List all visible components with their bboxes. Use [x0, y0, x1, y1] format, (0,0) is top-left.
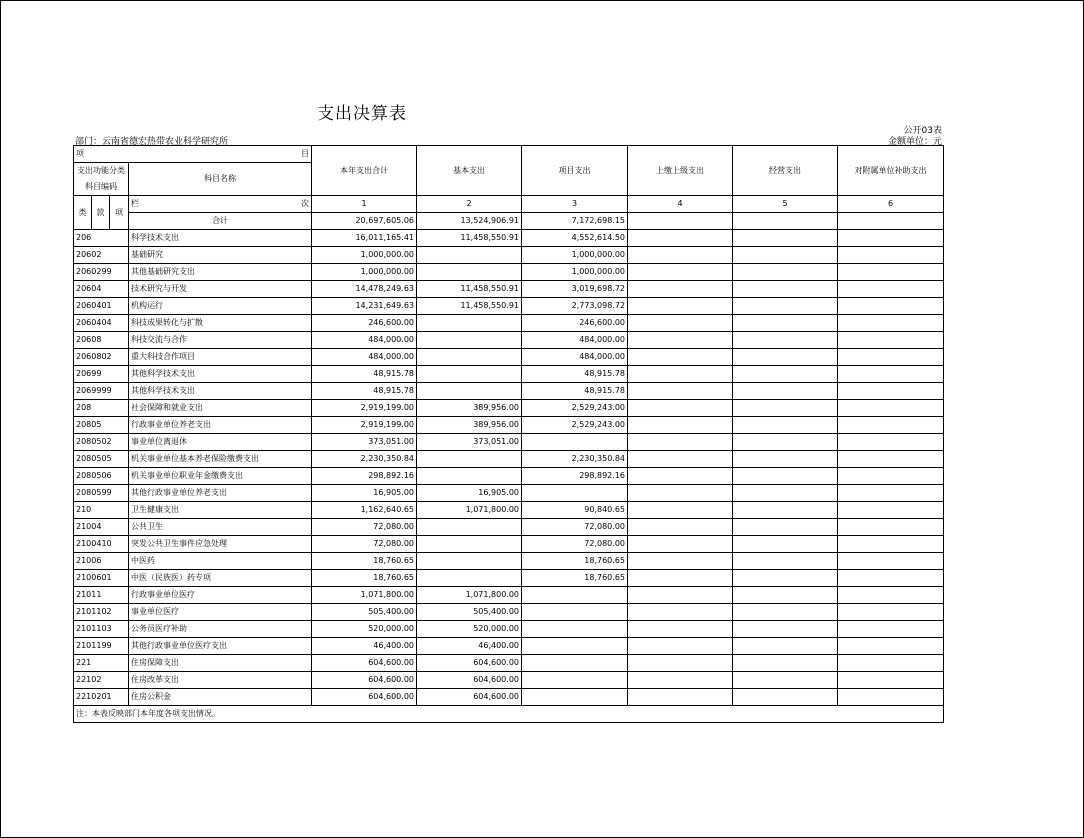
- row-business: [733, 587, 838, 604]
- table-row: [74, 689, 944, 706]
- row-business: [733, 434, 838, 451]
- row-subsidy: [838, 536, 944, 553]
- row-code: 2060404: [74, 315, 129, 332]
- row-code: 2100410: [74, 536, 129, 553]
- col-index-5: 5: [733, 196, 838, 213]
- row-subsidy: [838, 451, 944, 468]
- header-lan: 栏: [131, 199, 139, 208]
- header-name-label: 科目名称: [129, 163, 312, 196]
- row-code: 2060802: [74, 349, 129, 366]
- row-subsidy: [838, 502, 944, 519]
- row-basic: 389,956.00: [417, 400, 522, 417]
- row-subsidy: [838, 553, 944, 570]
- table-row: [74, 247, 944, 264]
- row-total: 1,000,000.00: [312, 264, 417, 281]
- row-code: 208: [74, 400, 129, 417]
- row-subsidy: [838, 672, 944, 689]
- row-basic: 11,458,550.91: [417, 281, 522, 298]
- header-row-index: [74, 196, 944, 213]
- row-subsidy: [838, 587, 944, 604]
- table-row: [74, 281, 944, 298]
- department-label: 部门：云南省德宏热带农业科学研究所: [75, 137, 229, 147]
- row-upper: [628, 519, 733, 536]
- row-project: [522, 689, 628, 706]
- row-project: 18,760.65: [522, 570, 628, 587]
- row-subsidy: [838, 264, 944, 281]
- row-basic: 604,600.00: [417, 689, 522, 706]
- row-basic: 604,600.00: [417, 672, 522, 689]
- row-total: 2,919,199.00: [312, 400, 417, 417]
- row-upper: [628, 655, 733, 672]
- row-basic: [417, 451, 522, 468]
- row-name: 科技成果转化与扩散: [129, 315, 312, 332]
- table-row: [74, 536, 944, 553]
- row-business: [733, 315, 838, 332]
- row-basic: [417, 264, 522, 281]
- row-code: 2060401: [74, 298, 129, 315]
- row-upper: [628, 417, 733, 434]
- row-project: 72,080.00: [522, 536, 628, 553]
- row-total: 2,230,350.84: [312, 451, 417, 468]
- row-basic: [417, 332, 522, 349]
- row-name: 突发公共卫生事件应急处理: [129, 536, 312, 553]
- row-business: [733, 638, 838, 655]
- row-basic: [417, 468, 522, 485]
- row-project: 2,773,098.72: [522, 298, 628, 315]
- row-business: [733, 383, 838, 400]
- row-name: 其他行政事业单位医疗支出: [129, 638, 312, 655]
- col-index-6: 6: [838, 196, 944, 213]
- row-business: [733, 672, 838, 689]
- row-code: 22102: [74, 672, 129, 689]
- row-name: 其他科学技术支出: [129, 383, 312, 400]
- table-row: [74, 264, 944, 281]
- row-name: 住房公积金: [129, 689, 312, 706]
- row-total: 246,600.00: [312, 315, 417, 332]
- header-lei: 类: [74, 196, 92, 230]
- row-upper: [628, 230, 733, 247]
- row-code: 2060299: [74, 264, 129, 281]
- row-basic: 11,458,550.91: [417, 298, 522, 315]
- row-basic: 16,905.00: [417, 485, 522, 502]
- row-name: 行政事业单位医疗: [129, 587, 312, 604]
- row-upper: [628, 451, 733, 468]
- header-upper: 上缴上级支出: [628, 146, 733, 196]
- row-code: 2101102: [74, 604, 129, 621]
- row-name: 公务员医疗补助: [129, 621, 312, 638]
- row-name: 科学技术支出: [129, 230, 312, 247]
- table-row: [74, 570, 944, 587]
- row-project: 72,080.00: [522, 519, 628, 536]
- row-name: 其他行政事业单位养老支出: [129, 485, 312, 502]
- row-code: 2101103: [74, 621, 129, 638]
- table-row: [74, 519, 944, 536]
- col-index-3: 3: [522, 196, 628, 213]
- table-row: [74, 349, 944, 366]
- row-code: 20604: [74, 281, 129, 298]
- table-row: [74, 332, 944, 349]
- row-name: 科技交流与合作: [129, 332, 312, 349]
- row-business: [733, 451, 838, 468]
- row-code: 2069999: [74, 383, 129, 400]
- table-row: [74, 298, 944, 315]
- row-business: [733, 553, 838, 570]
- header-lan-ci: [129, 196, 312, 213]
- row-code: 21004: [74, 519, 129, 536]
- row-code: 210: [74, 502, 129, 519]
- table-note: 注：本表反映部门本年度各项支出情况。: [74, 706, 944, 723]
- row-upper: [628, 621, 733, 638]
- row-basic: [417, 315, 522, 332]
- row-subsidy: [838, 230, 944, 247]
- row-upper: [628, 332, 733, 349]
- row-basic: 46,400.00: [417, 638, 522, 655]
- total-total: 20,697,605.06: [312, 213, 417, 230]
- row-upper: [628, 264, 733, 281]
- row-code: 2080506: [74, 468, 129, 485]
- row-total: 520,000.00: [312, 621, 417, 638]
- header-code-label: 支出功能分类科目编码: [74, 163, 129, 196]
- total-business: [733, 213, 838, 230]
- row-project: 2,529,243.00: [522, 400, 628, 417]
- header-xiang2: 项: [110, 196, 129, 230]
- row-business: [733, 281, 838, 298]
- row-total: 46,400.00: [312, 638, 417, 655]
- row-basic: 604,600.00: [417, 655, 522, 672]
- row-name: 基础研究: [129, 247, 312, 264]
- row-basic: 389,956.00: [417, 417, 522, 434]
- form-code: 公开03表: [903, 126, 942, 136]
- row-business: [733, 417, 838, 434]
- row-project: 484,000.00: [522, 349, 628, 366]
- row-subsidy: [838, 689, 944, 706]
- row-project: [522, 621, 628, 638]
- row-subsidy: [838, 298, 944, 315]
- row-project: [522, 434, 628, 451]
- row-project: 298,892.16: [522, 468, 628, 485]
- row-total: 16,011,165.41: [312, 230, 417, 247]
- row-code: 2080599: [74, 485, 129, 502]
- row-project: 90,840.65: [522, 502, 628, 519]
- unit-label: 金额单位：元: [887, 137, 942, 147]
- table-row: [74, 485, 944, 502]
- row-total: 1,071,800.00: [312, 587, 417, 604]
- table-row: [74, 672, 944, 689]
- row-name: 行政事业单位养老支出: [129, 417, 312, 434]
- row-business: [733, 519, 838, 536]
- row-subsidy: [838, 400, 944, 417]
- row-total: 14,478,249.63: [312, 281, 417, 298]
- row-project: [522, 485, 628, 502]
- row-subsidy: [838, 417, 944, 434]
- row-code: 21006: [74, 553, 129, 570]
- row-total: 18,760.65: [312, 553, 417, 570]
- header-subsidy: 对附属单位补助支出: [838, 146, 944, 196]
- row-upper: [628, 604, 733, 621]
- row-total: 1,162,640.65: [312, 502, 417, 519]
- row-business: [733, 655, 838, 672]
- row-code: 20608: [74, 332, 129, 349]
- row-project: 484,000.00: [522, 332, 628, 349]
- row-code: 221: [74, 655, 129, 672]
- row-code: 20602: [74, 247, 129, 264]
- row-upper: [628, 587, 733, 604]
- row-total: 298,892.16: [312, 468, 417, 485]
- row-total: 72,080.00: [312, 536, 417, 553]
- total-row: [74, 213, 944, 230]
- row-name: 事业单位医疗: [129, 604, 312, 621]
- row-business: [733, 689, 838, 706]
- row-subsidy: [838, 315, 944, 332]
- row-name: 卫生健康支出: [129, 502, 312, 519]
- row-upper: [628, 298, 733, 315]
- row-total: 16,905.00: [312, 485, 417, 502]
- row-subsidy: [838, 638, 944, 655]
- row-basic: [417, 247, 522, 264]
- row-total: 48,915.78: [312, 366, 417, 383]
- note-row: [74, 706, 944, 723]
- total-upper: [628, 213, 733, 230]
- table-row: [74, 638, 944, 655]
- total-label: 合计: [129, 213, 312, 230]
- row-subsidy: [838, 247, 944, 264]
- row-subsidy: [838, 468, 944, 485]
- col-index-1: 1: [312, 196, 417, 213]
- row-upper: [628, 281, 733, 298]
- row-subsidy: [838, 349, 944, 366]
- row-project: 18,760.65: [522, 553, 628, 570]
- header-business: 经营支出: [733, 146, 838, 196]
- row-upper: [628, 383, 733, 400]
- row-business: [733, 298, 838, 315]
- row-subsidy: [838, 604, 944, 621]
- row-total: 1,000,000.00: [312, 247, 417, 264]
- row-code: 2210201: [74, 689, 129, 706]
- row-code: 20699: [74, 366, 129, 383]
- row-project: 48,915.78: [522, 366, 628, 383]
- row-basic: [417, 570, 522, 587]
- header-total: 本年支出合计: [312, 146, 417, 196]
- row-project: 4,552,614.50: [522, 230, 628, 247]
- row-name: 事业单位离退休: [129, 434, 312, 451]
- table-row: [74, 655, 944, 672]
- row-code: 20805: [74, 417, 129, 434]
- row-project: 48,915.78: [522, 383, 628, 400]
- row-upper: [628, 553, 733, 570]
- row-name: 公共卫生: [129, 519, 312, 536]
- row-business: [733, 536, 838, 553]
- row-subsidy: [838, 434, 944, 451]
- row-basic: 1,071,800.00: [417, 502, 522, 519]
- row-code: 2100601: [74, 570, 129, 587]
- row-upper: [628, 570, 733, 587]
- table-row: [74, 587, 944, 604]
- row-name: 社会保障和就业支出: [129, 400, 312, 417]
- row-business: [733, 332, 838, 349]
- row-upper: [628, 672, 733, 689]
- row-name: 其他基础研究支出: [129, 264, 312, 281]
- row-business: [733, 485, 838, 502]
- row-upper: [628, 468, 733, 485]
- row-upper: [628, 349, 733, 366]
- row-name: 中医（民族医）药专项: [129, 570, 312, 587]
- row-subsidy: [838, 519, 944, 536]
- row-upper: [628, 434, 733, 451]
- header-xiang: 项: [76, 149, 84, 158]
- table-row: [74, 230, 944, 247]
- row-project: 3,019,698.72: [522, 281, 628, 298]
- header-project: 项目支出: [522, 146, 628, 196]
- header-mu: 目: [301, 149, 309, 158]
- row-business: [733, 366, 838, 383]
- row-code: 2080502: [74, 434, 129, 451]
- row-business: [733, 349, 838, 366]
- row-project: 1,000,000.00: [522, 247, 628, 264]
- row-project: 1,000,000.00: [522, 264, 628, 281]
- row-basic: [417, 536, 522, 553]
- row-total: 373,051.00: [312, 434, 417, 451]
- page-title: 支出决算表: [317, 104, 407, 124]
- row-upper: [628, 247, 733, 264]
- row-total: 484,000.00: [312, 349, 417, 366]
- row-total: 604,600.00: [312, 655, 417, 672]
- row-name: 中医药: [129, 553, 312, 570]
- row-basic: 11,458,550.91: [417, 230, 522, 247]
- col-index-2: 2: [417, 196, 522, 213]
- row-subsidy: [838, 383, 944, 400]
- row-total: 505,400.00: [312, 604, 417, 621]
- row-business: [733, 604, 838, 621]
- row-name: 技术研究与开发: [129, 281, 312, 298]
- table-row: [74, 434, 944, 451]
- table-row: [74, 468, 944, 485]
- row-basic: [417, 553, 522, 570]
- row-total: 72,080.00: [312, 519, 417, 536]
- row-business: [733, 570, 838, 587]
- table-row: [74, 400, 944, 417]
- table-row: [74, 451, 944, 468]
- row-business: [733, 264, 838, 281]
- row-subsidy: [838, 570, 944, 587]
- row-name: 重大科技合作项目: [129, 349, 312, 366]
- col-index-4: 4: [628, 196, 733, 213]
- row-total: 14,231,649.63: [312, 298, 417, 315]
- row-upper: [628, 366, 733, 383]
- row-business: [733, 400, 838, 417]
- row-upper: [628, 485, 733, 502]
- row-code: 2101199: [74, 638, 129, 655]
- row-name: 机关事业单位基本养老保险缴费支出: [129, 451, 312, 468]
- row-upper: [628, 502, 733, 519]
- total-subsidy: [838, 213, 944, 230]
- table-row: [74, 621, 944, 638]
- table-row: [74, 383, 944, 400]
- row-business: [733, 230, 838, 247]
- row-project: 246,600.00: [522, 315, 628, 332]
- row-project: [522, 655, 628, 672]
- row-basic: 520,000.00: [417, 621, 522, 638]
- row-project: [522, 587, 628, 604]
- row-subsidy: [838, 485, 944, 502]
- header-basic: 基本支出: [417, 146, 522, 196]
- row-subsidy: [838, 655, 944, 672]
- header-kuan: 款: [92, 196, 110, 230]
- row-name: 机关事业单位职业年金缴费支出: [129, 468, 312, 485]
- row-business: [733, 621, 838, 638]
- row-project: 2,230,350.84: [522, 451, 628, 468]
- row-upper: [628, 536, 733, 553]
- row-total: 604,600.00: [312, 672, 417, 689]
- row-subsidy: [838, 366, 944, 383]
- row-total: 48,915.78: [312, 383, 417, 400]
- row-name: 住房改革支出: [129, 672, 312, 689]
- total-basic: 13,524,906.91: [417, 213, 522, 230]
- row-business: [733, 247, 838, 264]
- header-ci: 次: [301, 199, 309, 208]
- row-basic: 1,071,800.00: [417, 587, 522, 604]
- row-code: 21011: [74, 587, 129, 604]
- header-xiang-mu: [74, 146, 312, 163]
- row-code: 2080505: [74, 451, 129, 468]
- row-basic: 505,400.00: [417, 604, 522, 621]
- row-total: 484,000.00: [312, 332, 417, 349]
- row-upper: [628, 689, 733, 706]
- row-business: [733, 468, 838, 485]
- row-basic: [417, 519, 522, 536]
- row-total: 604,600.00: [312, 689, 417, 706]
- row-subsidy: [838, 332, 944, 349]
- header-row-top: [74, 146, 944, 163]
- table-row: [74, 553, 944, 570]
- table-row: [74, 366, 944, 383]
- row-project: [522, 638, 628, 655]
- row-project: 2,529,243.00: [522, 417, 628, 434]
- row-upper: [628, 315, 733, 332]
- row-code: 206: [74, 230, 129, 247]
- row-upper: [628, 400, 733, 417]
- row-business: [733, 502, 838, 519]
- row-name: 其他科学技术支出: [129, 366, 312, 383]
- table-row: [74, 417, 944, 434]
- row-basic: [417, 383, 522, 400]
- total-project: 7,172,698.15: [522, 213, 628, 230]
- row-basic: [417, 349, 522, 366]
- row-subsidy: [838, 621, 944, 638]
- expenditure-table: [73, 145, 944, 723]
- row-total: 2,919,199.00: [312, 417, 417, 434]
- table-row: [74, 315, 944, 332]
- row-name: 机构运行: [129, 298, 312, 315]
- row-upper: [628, 638, 733, 655]
- table-row: [74, 604, 944, 621]
- row-subsidy: [838, 281, 944, 298]
- row-name: 住房保障支出: [129, 655, 312, 672]
- table-row: [74, 502, 944, 519]
- row-total: 18,760.65: [312, 570, 417, 587]
- row-basic: [417, 366, 522, 383]
- row-project: [522, 604, 628, 621]
- row-project: [522, 672, 628, 689]
- row-basic: 373,051.00: [417, 434, 522, 451]
